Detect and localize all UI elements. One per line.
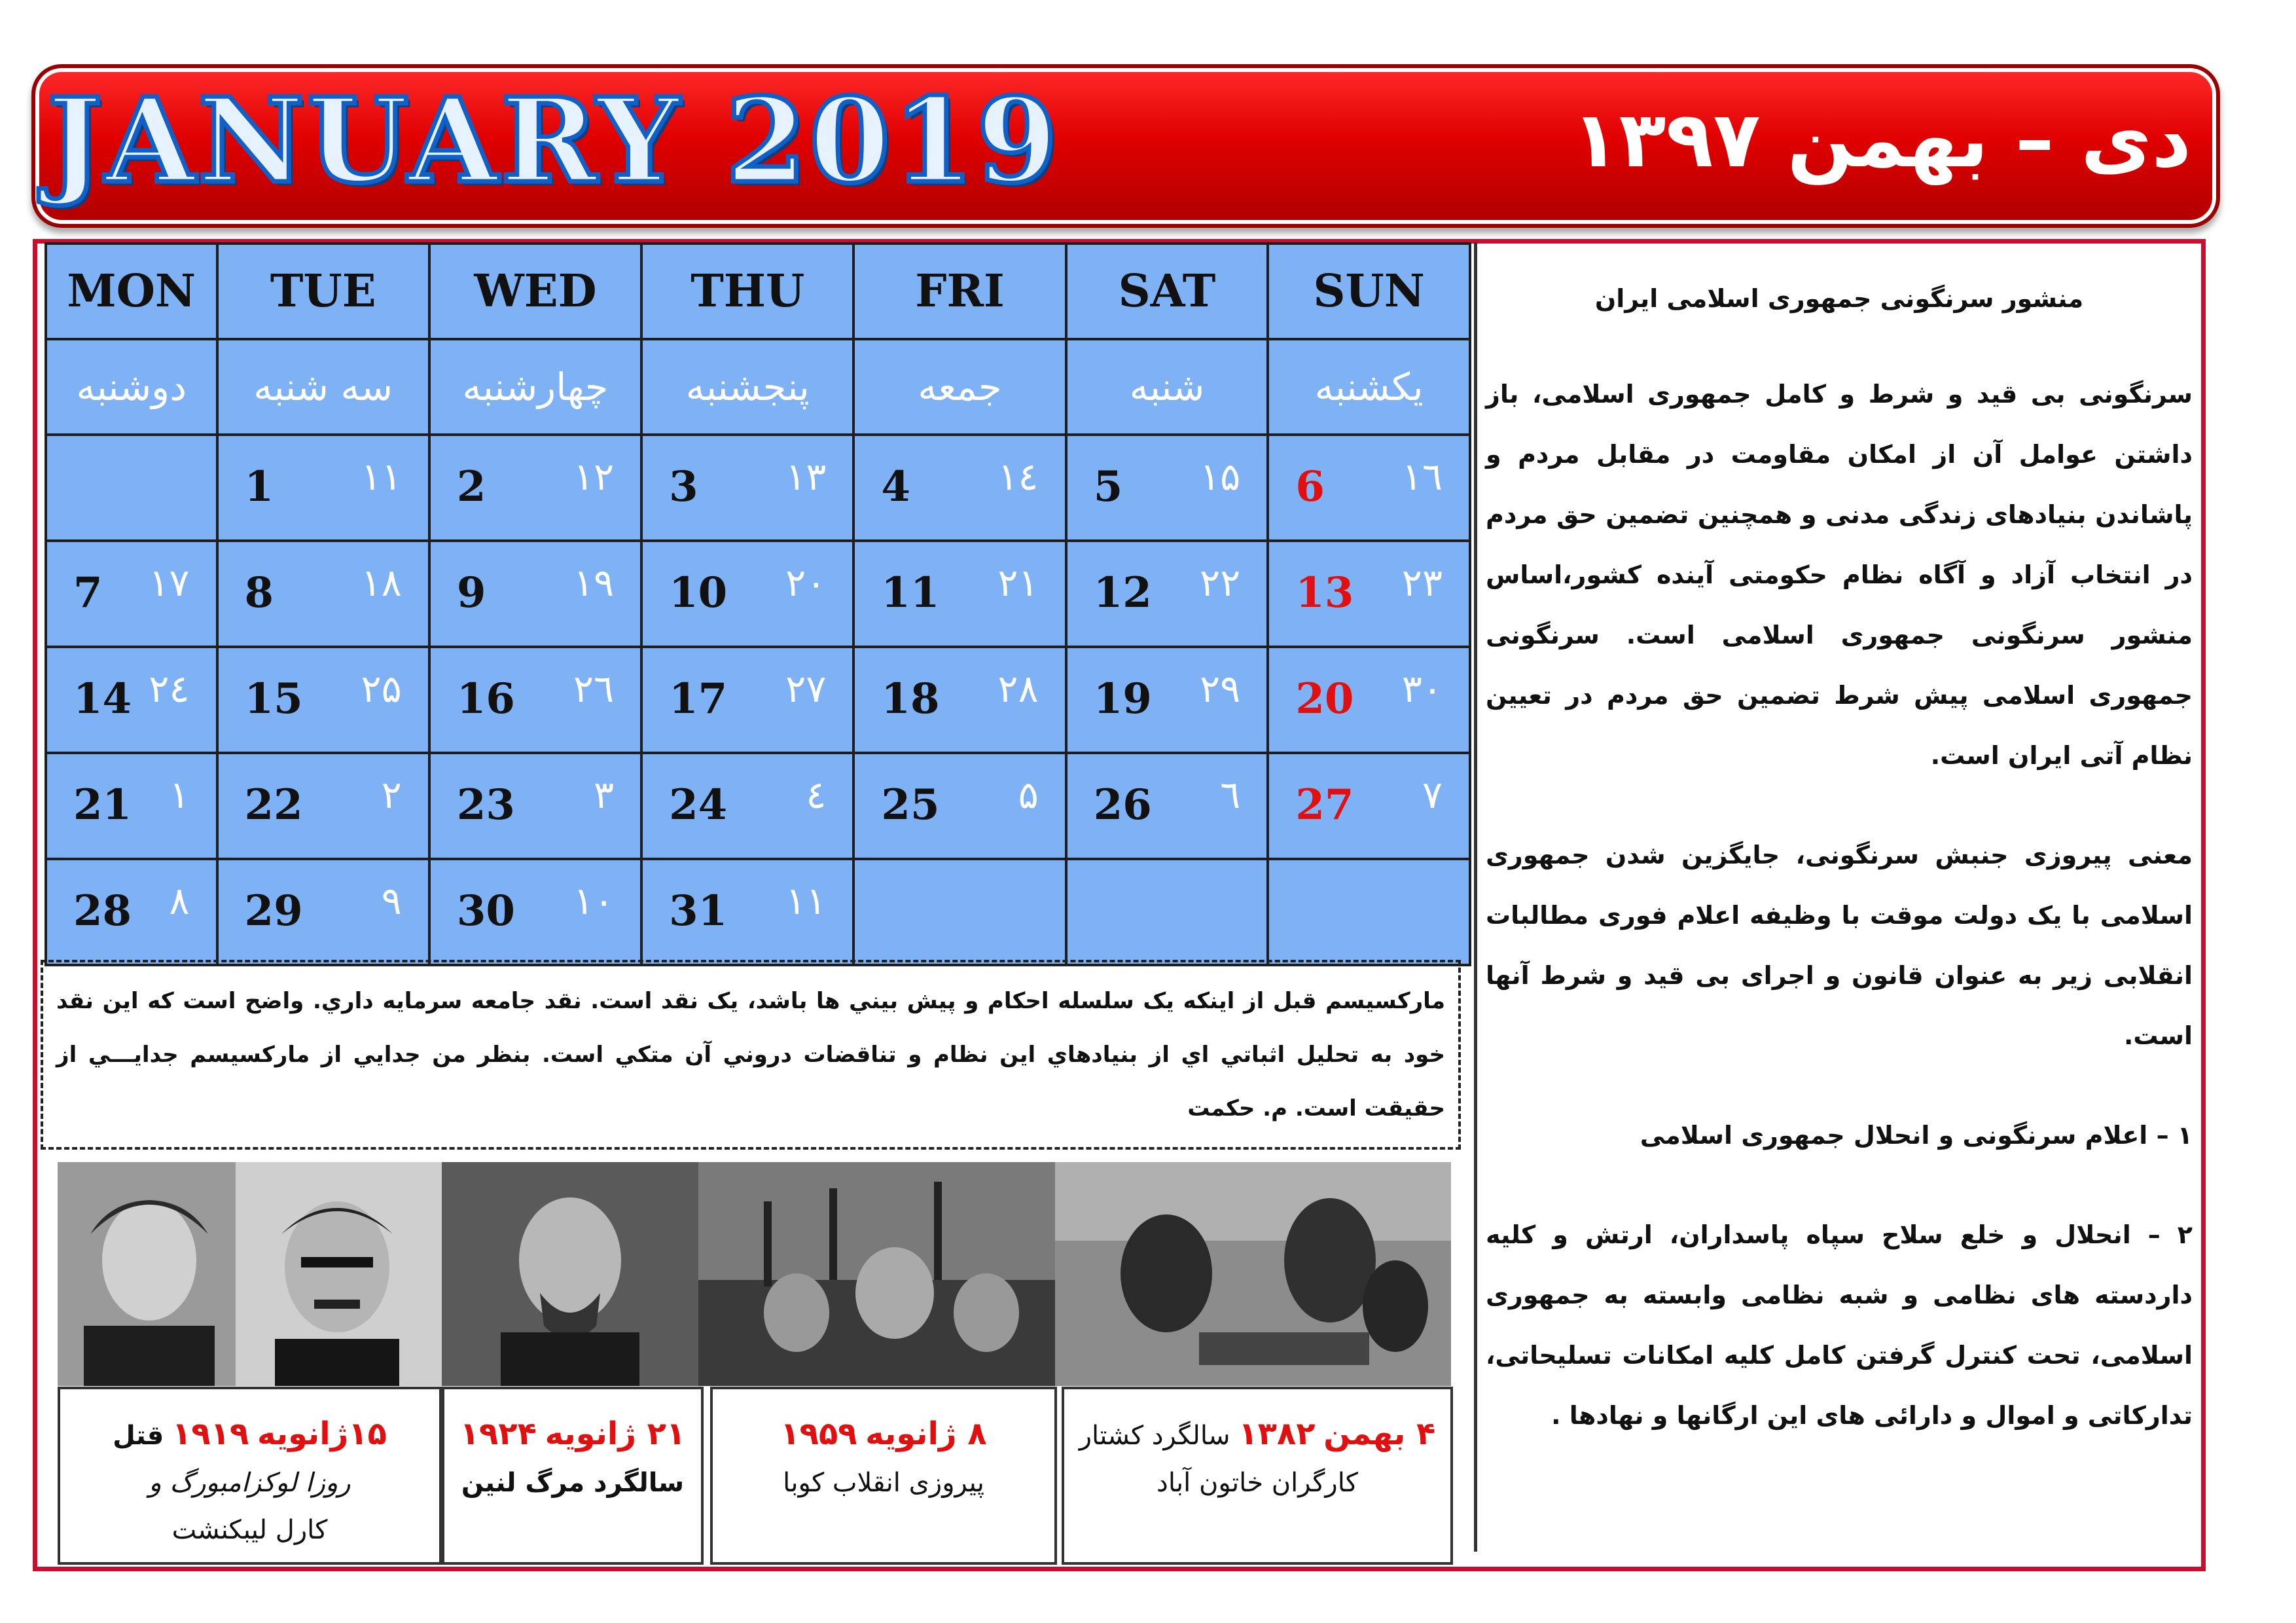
day-cell — [1268, 541, 1470, 647]
weekday-sun: SUN — [1268, 244, 1470, 339]
caption-suffix: سالگرد کشتار — [1079, 1421, 1230, 1451]
gregorian-day: 28 — [73, 886, 132, 936]
jalali-day: ۲۵ — [361, 666, 402, 711]
weekday-mon: MON — [46, 244, 217, 339]
gregorian-day: 30 — [456, 886, 515, 936]
caption-year: ۱۹۱۹ — [172, 1415, 249, 1452]
caption-lenin — [442, 1387, 704, 1565]
gregorian-day: 29 — [244, 886, 303, 936]
day-cell — [641, 753, 853, 859]
jalali-day: ۲ — [381, 773, 402, 817]
empty-day-cell — [1066, 859, 1268, 965]
day-cell — [217, 647, 429, 753]
manifesto-title: منشور سرنگونی جمهوری اسلامی ایران — [1594, 284, 2084, 313]
caption-luxemburg — [58, 1387, 442, 1565]
jalali-day: ۲۱ — [997, 560, 1039, 605]
caption-line: روزا لوکزامبورگ و — [149, 1468, 351, 1498]
weekday-fa-fri: جمعه — [853, 339, 1066, 435]
jalali-day: ۲۹ — [1200, 666, 1241, 711]
marxism-quote: مارکسیسم قبل از اینکه یک سلسله احکام و پیش بيني ها باشد، یک نقد است. نقد جامعه سرمايه داري. واضح است که این نقد خود به تحلیل اثباتي اي از بنيادهاي این نظام و تناقضات دروني آن متکي است. بنظر من جدايي از مارکسیسم جدايـــي از حقیقت است. م. حکمت — [41, 960, 1461, 1150]
empty-day-cell — [46, 435, 217, 541]
empty-day-cell — [853, 859, 1066, 965]
gregorian-day: 5 — [1093, 462, 1123, 511]
photo-khatunabad — [1055, 1162, 1451, 1386]
day-cell — [1268, 647, 1470, 753]
day-cell — [1066, 753, 1268, 859]
day-cell — [46, 859, 217, 965]
day-cell — [1066, 435, 1268, 541]
jalali-day: ۹ — [381, 879, 402, 923]
gregorian-day: 11 — [881, 568, 940, 617]
gregorian-day: 26 — [1093, 780, 1152, 830]
day-cell — [641, 859, 853, 965]
manifesto-paragraph: معنی پیروزی جنبش سرنگونی، جایگزین شدن جمهوری اسلامی با یک دولت موقت با وظیفه اعلام فوری مطالبات انقلابی زیر به عنوان قانون و اجرای بی قید و شرط آنها است. — [1486, 841, 2193, 1050]
jalali-day: ۲٤ — [149, 666, 190, 711]
gregorian-day: 20 — [1295, 674, 1354, 723]
jalali-day: ۱۵ — [1200, 454, 1241, 499]
calendar-grid — [45, 242, 1471, 966]
photo-lenin — [442, 1162, 698, 1386]
day-cell — [46, 647, 217, 753]
jalali-day: ۳۰ — [1401, 666, 1443, 711]
day-cell — [853, 541, 1066, 647]
gregorian-day: 6 — [1295, 462, 1325, 511]
gregorian-day: 13 — [1295, 568, 1354, 617]
calendar-days — [46, 435, 1470, 965]
caption-date: ۱۵ژانویه — [257, 1415, 387, 1452]
jalali-day: ۲٦ — [573, 666, 615, 711]
calendar-week — [46, 541, 1470, 647]
gregorian-day: 18 — [881, 674, 940, 723]
jalali-day: ۱۱ — [785, 879, 827, 923]
caption-khatunabad — [1062, 1387, 1453, 1565]
jalali-day: ۱۷ — [149, 560, 190, 605]
jalali-day: ۱٤ — [997, 454, 1039, 499]
weekday-row-en — [46, 244, 1470, 339]
weekday-tue: TUE — [217, 244, 429, 339]
day-cell — [429, 753, 641, 859]
weekday-fa-wed: چهارشنبه — [429, 339, 641, 435]
caption-suffix: قتل — [113, 1421, 164, 1451]
calendar-week — [46, 435, 1470, 541]
weekday-fa-tue: سه شنبه — [217, 339, 429, 435]
calendar-week — [46, 753, 1470, 859]
column-divider — [1474, 242, 1477, 1552]
jalali-day: ۷ — [1422, 773, 1443, 817]
day-cell — [641, 435, 853, 541]
weekday-fri: FRI — [853, 244, 1066, 339]
jalali-day: ۱٦ — [1401, 454, 1443, 499]
day-cell — [429, 647, 641, 753]
photo-cuban-revolution — [698, 1162, 1055, 1386]
manifesto-paragraph: ۲ – انحلال و خلع سلاح سپاه پاسداران، ارتش و کلیه داردسته های نظامی و شبه نظامی وابسته به جمهوری اسلامی، تحت کنترل گرفتن کامل کلیه امکانات تسلیحاتی، تدارکاتی و اموال و دارائی های این ارگانها و نهادها . — [1486, 1220, 2193, 1430]
caption-year: ۱۹۵۹ — [780, 1415, 857, 1452]
gregorian-day: 12 — [1093, 568, 1152, 617]
jalali-day: ۱۱ — [361, 454, 402, 499]
day-cell — [641, 647, 853, 753]
day-cell — [1066, 647, 1268, 753]
day-cell — [429, 541, 641, 647]
caption-cuba — [710, 1387, 1057, 1565]
jalali-day: ۲۰ — [785, 560, 827, 605]
caption-line: کارل لیبکنشت — [171, 1515, 328, 1545]
day-cell — [1268, 435, 1470, 541]
jalali-day: ۲۳ — [1401, 560, 1443, 605]
jalali-day: ۱ — [169, 773, 190, 817]
jalali-day: ٤ — [806, 773, 827, 817]
weekday-fa-mon: دوشنبه — [46, 339, 217, 435]
weekday-fa-sat: شنبه — [1066, 339, 1268, 435]
manifesto-paragraph: ۱ – اعلام سرنگونی و انحلال جمهوری اسلامی — [1640, 1121, 2193, 1150]
jalali-day: ۳ — [593, 773, 615, 817]
caption-line: پیروزی انقلاب کوبا — [783, 1468, 984, 1498]
jalali-day: ۱۹ — [573, 560, 615, 605]
jalali-day: ۱۰ — [573, 879, 615, 923]
day-cell — [217, 859, 429, 965]
day-cell — [641, 541, 853, 647]
manifesto-paragraph: سرنگونی بی قید و شرط و کامل جمهوری اسلامی، باز داشتن عوامل آن از امکان مقاومت در مقابل مردم و پاشاندن بنیادهای زندگی مدنی و همچنین تضمین حق مردم در انتخاب آزاد و آگاه نظام حکومتی آینده کشور،اساس منشور سرنگونی جمهوری اسلامی است. سرنگونی جمهوری اسلامی پیش شرط تضمین حق مردم در تعیین نظام آتی ایران است. — [1486, 380, 2193, 770]
weekday-fa-thu: پنجشنبه — [641, 339, 853, 435]
jalali-day: ۲۷ — [785, 666, 827, 711]
day-cell — [46, 541, 217, 647]
day-cell — [1066, 541, 1268, 647]
jalali-day: ۲۸ — [997, 666, 1039, 711]
weekday-wed: WED — [429, 244, 641, 339]
caption-line: کارگران خاتون آباد — [1157, 1468, 1358, 1498]
gregorian-day: 23 — [456, 780, 515, 830]
gregorian-day: 24 — [669, 780, 728, 830]
day-cell — [1268, 753, 1470, 859]
day-cell — [853, 753, 1066, 859]
weekday-fa-sun: یکشنبه — [1268, 339, 1470, 435]
gregorian-day: 15 — [244, 674, 303, 723]
day-cell — [853, 435, 1066, 541]
gregorian-day: 27 — [1295, 780, 1354, 830]
day-cell — [853, 647, 1066, 753]
jalali-day: ۲۲ — [1200, 560, 1241, 605]
gregorian-day: 17 — [669, 674, 728, 723]
gregorian-day: 21 — [73, 780, 132, 830]
day-cell — [217, 435, 429, 541]
gregorian-day: 10 — [669, 568, 728, 617]
gregorian-day: 1 — [244, 462, 274, 511]
caption-year: ۱۹۲۴ — [459, 1415, 537, 1452]
day-cell — [429, 435, 641, 541]
gregorian-day: 7 — [73, 568, 103, 617]
jalali-day: ۱۳ — [785, 454, 827, 499]
calendar-week — [46, 647, 1470, 753]
gregorian-day: 16 — [456, 674, 515, 723]
caption-line: سالگرد مرگ لنین — [461, 1468, 685, 1498]
calendar-week — [46, 859, 1470, 965]
jalali-day: ۱۸ — [361, 560, 402, 605]
jalali-day: ۵ — [1018, 773, 1039, 817]
day-cell — [429, 859, 641, 965]
month-title: JANUARY 2019 — [47, 72, 1060, 209]
weekday-thu: THU — [641, 244, 853, 339]
gregorian-day: 19 — [1093, 674, 1152, 723]
gregorian-day: 4 — [881, 462, 910, 511]
photo-rosa-luxemburg — [58, 1162, 236, 1386]
day-cell — [217, 541, 429, 647]
jalali-day: ٦ — [1220, 773, 1241, 817]
gregorian-day: 8 — [244, 568, 274, 617]
caption-date: ۸ ژانویه — [865, 1415, 987, 1452]
gregorian-day: 25 — [881, 780, 940, 830]
caption-date: ۴ بهمن — [1323, 1415, 1436, 1452]
day-cell — [217, 753, 429, 859]
caption-year: ۱۳۸۲ — [1238, 1415, 1316, 1452]
gregorian-day: 9 — [456, 568, 486, 617]
jalali-day: ۱۲ — [573, 454, 615, 499]
gregorian-day: 14 — [73, 674, 132, 723]
manifesto-column — [1486, 268, 2193, 1485]
persian-month-title: دی – بهمن ۱۳۹۷ — [1571, 94, 2191, 185]
photo-karl-liebknecht — [236, 1162, 442, 1386]
gregorian-day: 2 — [456, 462, 486, 511]
day-cell — [46, 753, 217, 859]
weekday-sat: SAT — [1066, 244, 1268, 339]
gregorian-day: 31 — [669, 886, 728, 936]
weekday-row-fa — [46, 339, 1470, 435]
caption-date: ۲۱ ژانویه — [545, 1415, 686, 1452]
jalali-day: ۸ — [169, 879, 190, 923]
gregorian-day: 22 — [244, 780, 303, 830]
gregorian-day: 3 — [669, 462, 698, 511]
empty-day-cell — [1268, 859, 1470, 965]
